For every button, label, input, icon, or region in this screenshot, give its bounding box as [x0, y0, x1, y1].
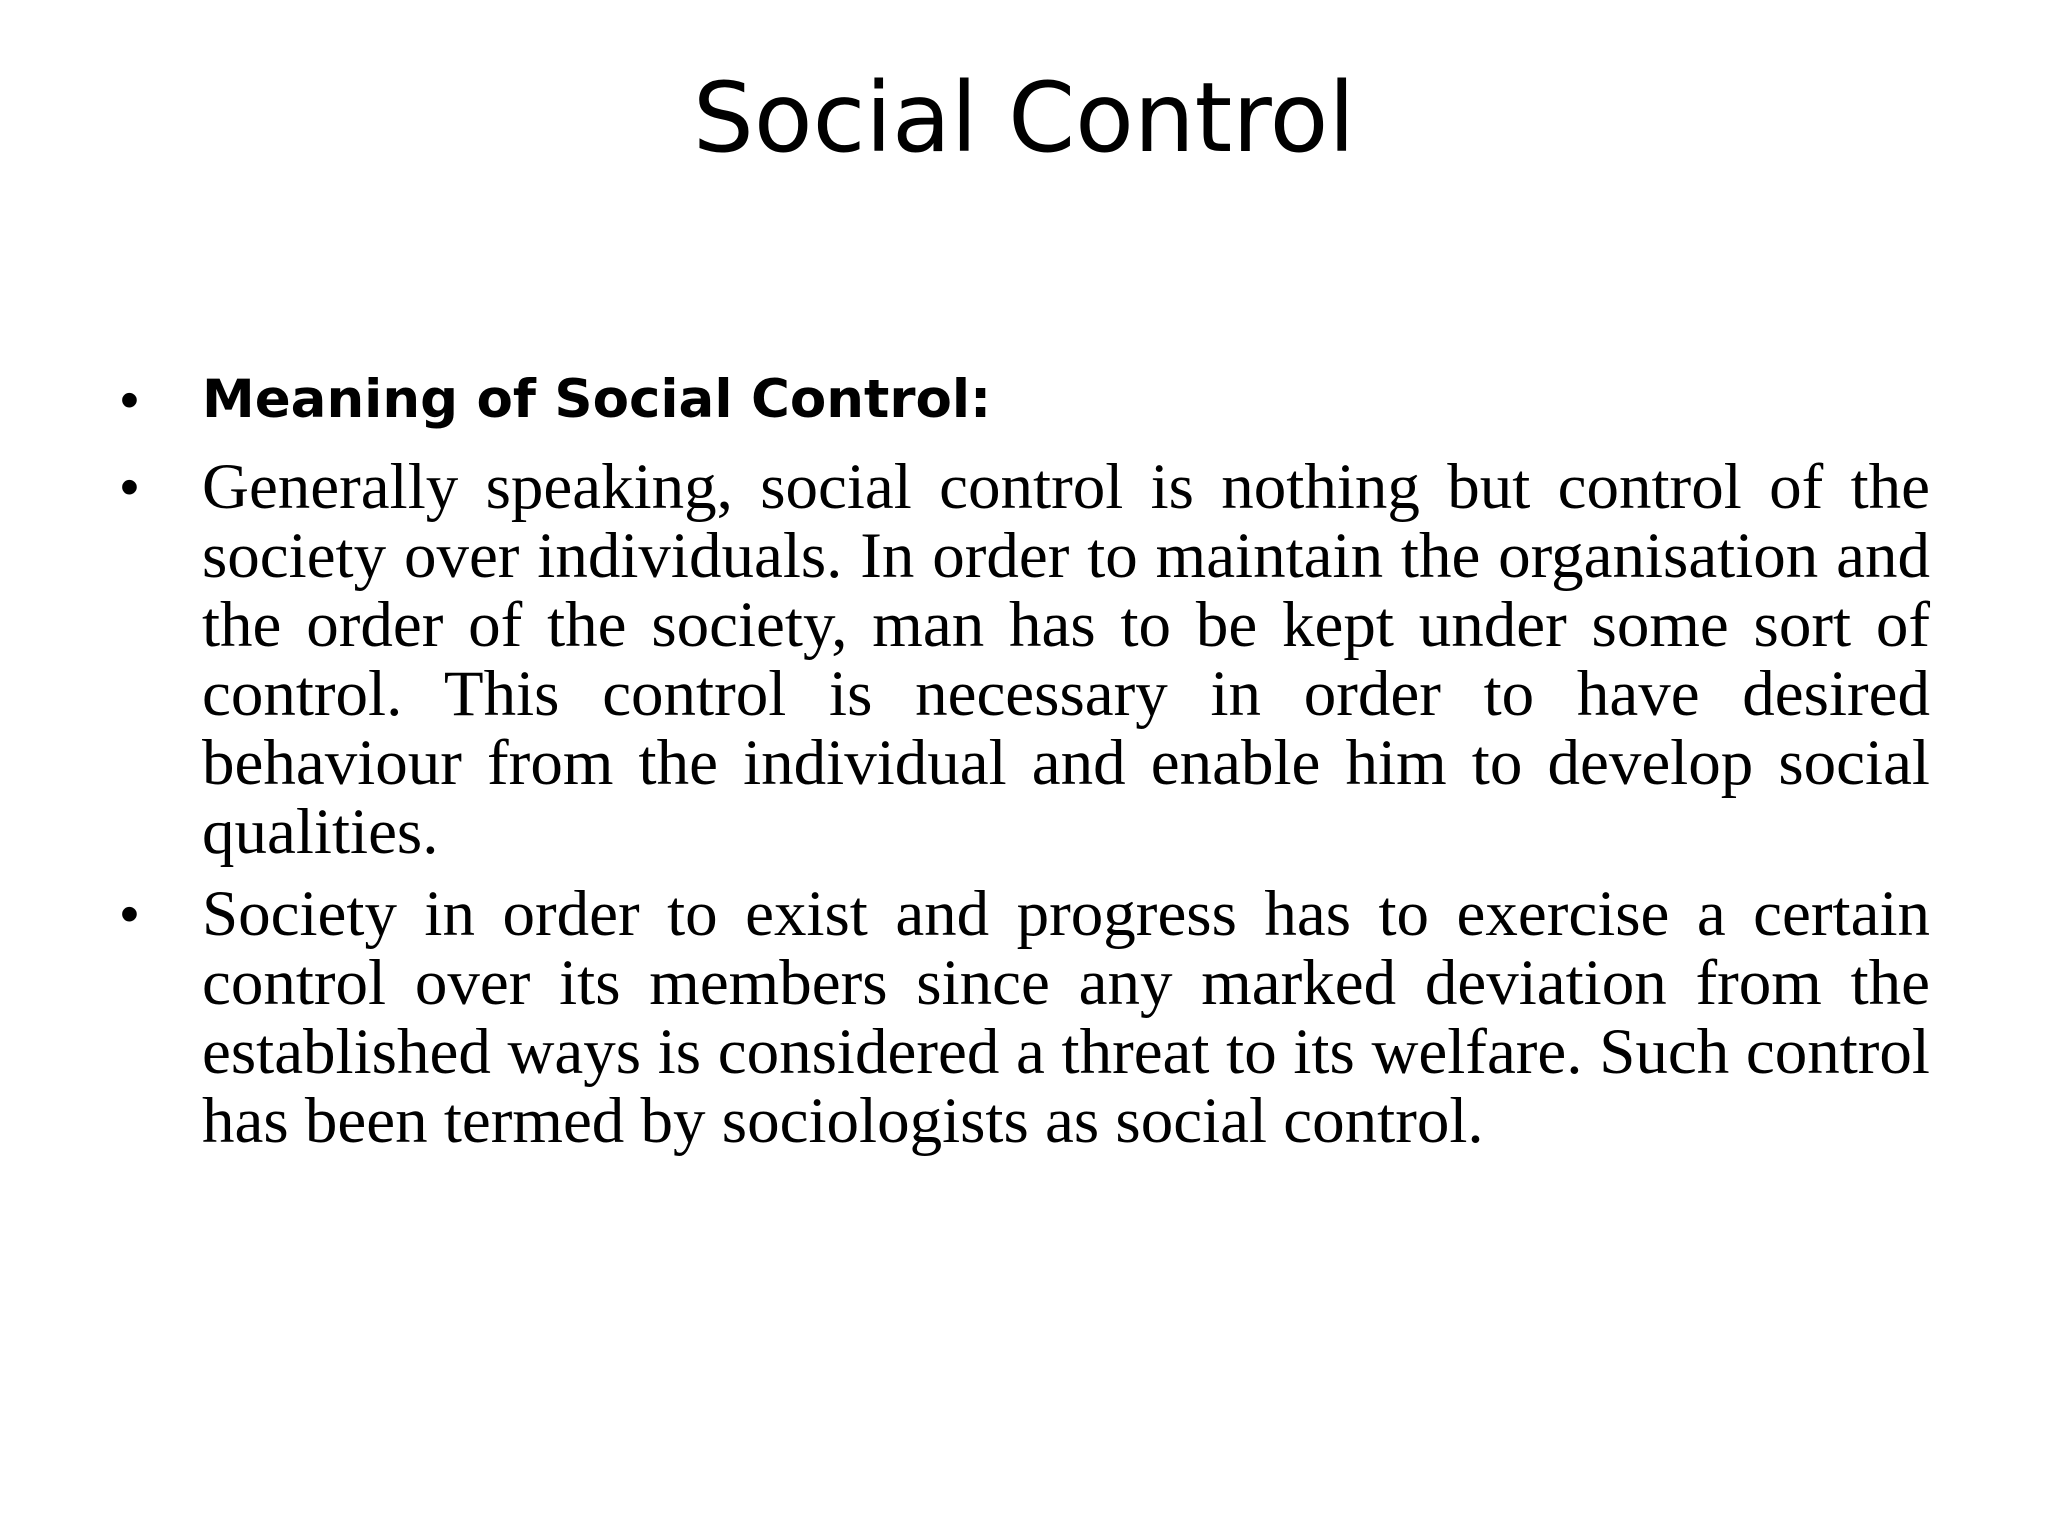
section-heading: Meaning of Social Control: [202, 369, 992, 430]
bullet-item-society [120, 880, 1930, 1156]
paragraph-society: Society in order to exist and progress has to exercise a certain control over its members since any marked deviation from the established ways is considered a threat to its welfare. Such control has been termed by sociologists as social control. [202, 878, 1930, 1157]
bullet-item-definition [120, 453, 1930, 867]
slide-title: Social Control [692, 62, 1356, 174]
paragraph-definition: Generally speaking, social control is nothing but control of the society over individuals. In order to maintain the organisation and the order of the society, man has to be kept under some sort of control. This control is necessary in order to have desired behaviour from the individual and enable him to develop social qualities. [202, 451, 1930, 868]
bullet-list [120, 360, 1930, 1169]
bullet-icon: • [120, 457, 139, 517]
bullet-icon: • [120, 370, 139, 430]
bullet-icon: • [120, 884, 139, 944]
bullet-item-meaning-heading [120, 360, 1930, 440]
